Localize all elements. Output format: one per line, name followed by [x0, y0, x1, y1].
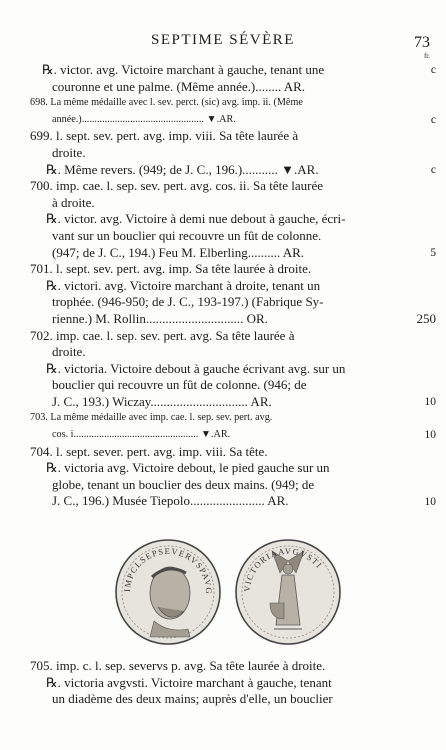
price-note: c [430, 64, 436, 76]
price-note: 10 [424, 429, 436, 442]
price-note: 10 [424, 396, 436, 408]
page-header [0, 30, 446, 60]
entry-line: 705. imp. c. l. sep. severvs p. avg. Sa tête laurée à droite. [30, 658, 326, 673]
entry-line: 703. La même médaille avec imp. cae. l. sep. sev. pert. avg. [30, 412, 273, 424]
entry-line: cos. i................................................. ▼.AR. [52, 429, 231, 441]
entry-line: ℞. victoria avgvsti. Victoire marchant à gauche, tenant [46, 674, 332, 690]
price-note: c [430, 113, 436, 126]
entry-line: ℞. victoria. Victoire debout à gauche écrivant avg. sur un [46, 360, 346, 376]
entry-line: vant sur un bouclier qui recouvre un fût de colonne. [52, 227, 322, 243]
entry-line: 700. imp. cae. l. sep. sev. pert. avg. cos. ii. Sa tête laurée [30, 178, 324, 194]
coin-figure [108, 533, 348, 651]
entry-line: rienne.) M. Rollin.............................. OR. [52, 310, 268, 326]
entry-line: à droite. [52, 194, 95, 210]
entry-line: ℞. victor. avg. Victoire marchant à gauche, tenant une [42, 62, 325, 77]
entry-line: ℞. victori. avg. Victoire marchant à droite, tenant un [46, 277, 321, 293]
coin-obverse [116, 540, 220, 644]
entry-line: ℞. Même revers. (949; de J. C., 196.)........... ▼.AR. [46, 161, 319, 177]
entry-line: J. C., 193.) Wiczay.............................. AR. [52, 393, 272, 409]
entry-line: 698. La même médaille avec l. sev. perct. (sic) avg. imp. ii. (Même [30, 97, 303, 109]
entry-line: trophée. (946-950; de J. C., 193-197.) (Fabrique Sy- [52, 294, 324, 310]
catalogue-entries-top [30, 62, 436, 510]
entry-line: droite. [52, 344, 86, 360]
entry-line: couronne et une palme. (Même année.)........ AR. [52, 78, 306, 94]
coin-illustration [108, 533, 348, 651]
page-title: SEPTIME SÉVÈRE [151, 32, 295, 48]
entry-line: bouclier qui recouvre un fût de colonne. (946; de [52, 377, 307, 393]
page-number: 73 [414, 34, 430, 51]
price-note: c [430, 163, 436, 176]
entry-line: 702. imp. cae. l. sep. sev. pert. avg. Sa tête laurée à [30, 327, 295, 343]
entry-line: droite. [52, 144, 86, 160]
price-note: 250 [416, 311, 436, 326]
catalogue-entries-bottom [30, 658, 410, 708]
price-note: 5 [430, 246, 436, 259]
entry-line: (947; de J. C., 194.) Feu M. Elberling.......... AR. [52, 244, 305, 260]
obverse-legend: IMPCLSEPSEVERVSPAVG [121, 545, 215, 595]
coin-reverse [236, 540, 340, 644]
price-column-unit: fr. [423, 52, 430, 60]
entry-line: un diadème des deux mains; auprès d'elle, un bouclier [52, 691, 333, 707]
price-note: 10 [424, 495, 436, 508]
entry-line: 699. l. sept. sev. pert. avg. imp. viii. Sa tête laurée à [30, 128, 299, 144]
entry-line: année.)................................................ ▼.AR. [52, 113, 236, 125]
entry-line: 701. l. sept. sev. pert. avg. imp. Sa tête laurée à droite. [30, 261, 312, 277]
entry-line: 704. l. sept. sever. pert. avg. imp. viii. Sa tête. [30, 443, 268, 459]
entry-line: ℞. victor. avg. Victoire à demi nue debout à gauche, écri- [46, 211, 346, 227]
entry-line: ℞. victoria avg. Victoire debout, le pied gauche sur un [46, 460, 330, 476]
entry-line: globe, tenant un bouclier des deux mains. (949; de [52, 476, 315, 492]
entry-line: J. C., 196.) Musée Tiepolo....................... AR. [52, 493, 289, 509]
reverse-legend: VICTORIAAVGVSTI [241, 545, 325, 593]
